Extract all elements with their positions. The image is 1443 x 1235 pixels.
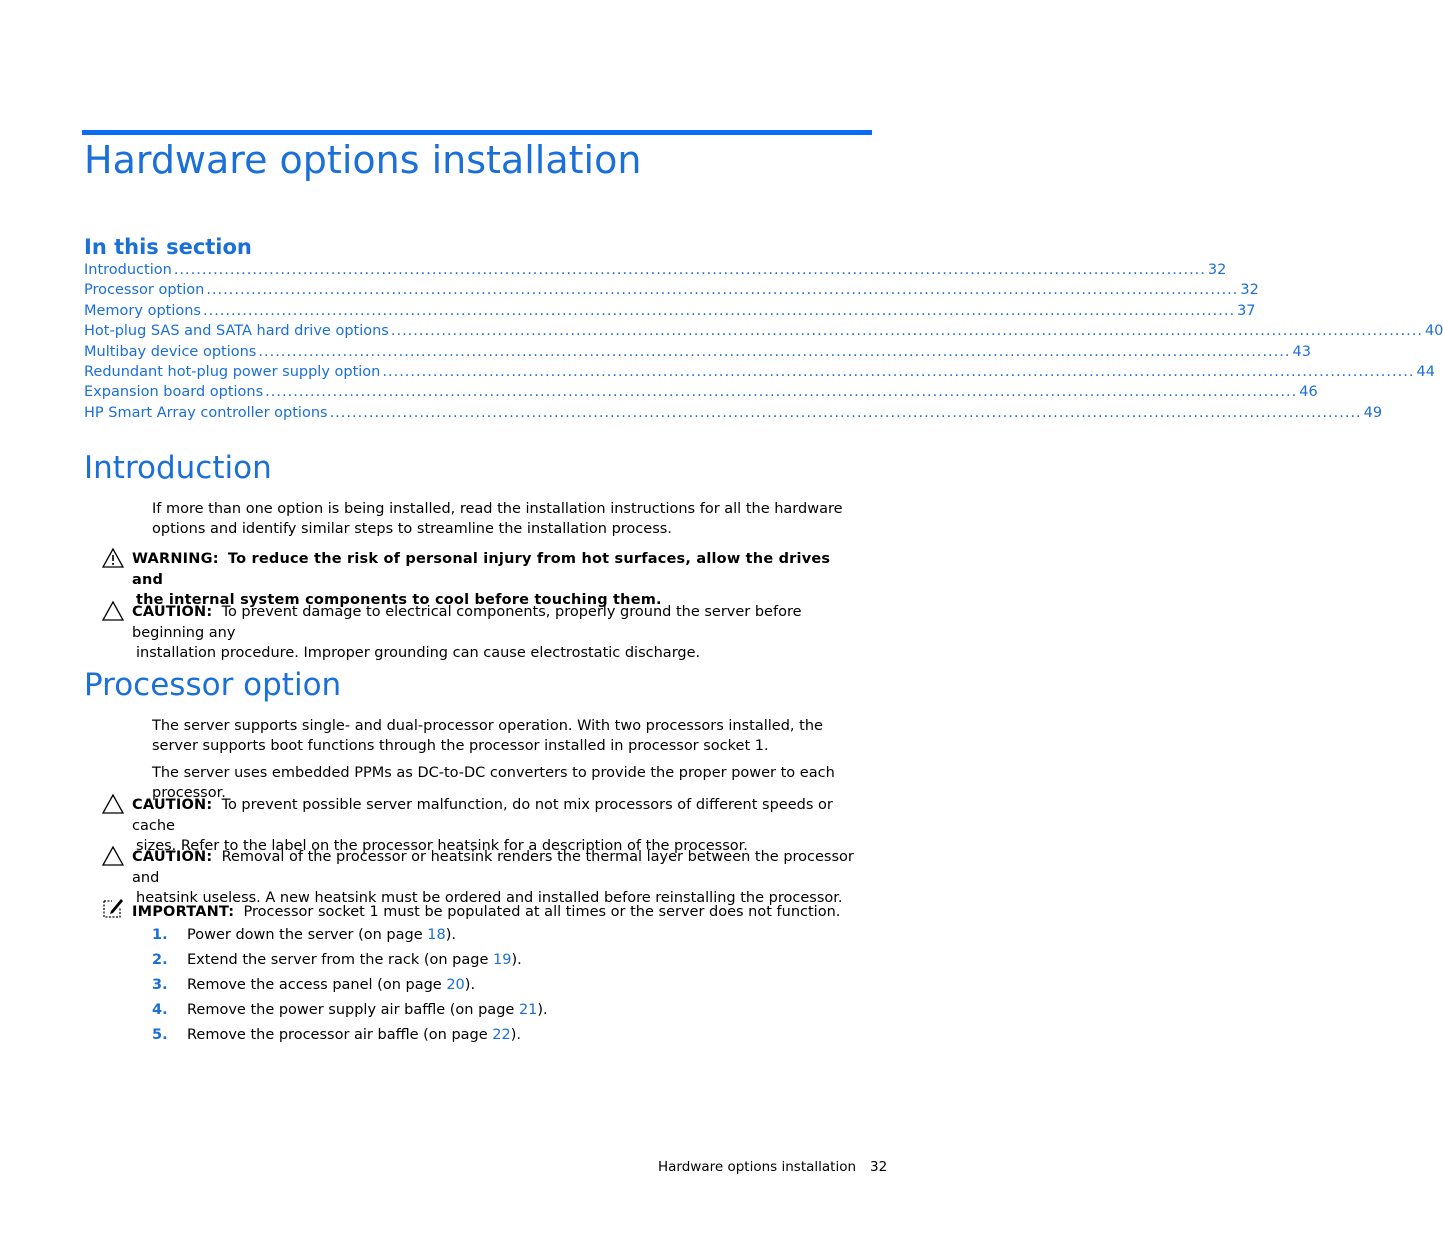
step-number: 4. bbox=[152, 1002, 168, 1018]
step-text-end: ). bbox=[510, 1027, 522, 1043]
step-text-end: ). bbox=[445, 927, 456, 943]
toc-entry-label: Redundant hot-plug power supply option bbox=[84, 363, 381, 380]
footer-page-number: 32 bbox=[870, 1159, 888, 1175]
important-text: Processor socket 1 must be populated at all times or the server does not function. bbox=[243, 904, 841, 920]
step-text: Extend the server from the rack (on page bbox=[187, 952, 494, 968]
caution-text-line2: installation procedure. Improper grounding can cause electrostatic discharge. bbox=[136, 645, 701, 661]
warning-text-line1: To reduce the risk of personal injury from hot surfaces, allow the drives and bbox=[132, 551, 831, 588]
warning-label: WARNING: bbox=[132, 551, 219, 567]
step-page-link[interactable]: 21 bbox=[518, 1002, 538, 1018]
toc-entry-power-supply[interactable] bbox=[84, 363, 1435, 384]
page-title: Hardware options installation bbox=[84, 138, 642, 182]
caution-note-intro bbox=[102, 602, 862, 664]
toc-entry-label: Introduction bbox=[84, 262, 172, 278]
footer-title: Hardware options installation bbox=[658, 1159, 857, 1175]
toc-entry-smart-array[interactable] bbox=[84, 404, 1383, 425]
step-text: Remove the access panel (on page bbox=[187, 977, 447, 993]
toc-entry-page: 46 bbox=[1299, 384, 1318, 401]
toc-entry-label: Multibay device options bbox=[84, 343, 257, 360]
toc-entry-label: HP Smart Array controller options bbox=[84, 404, 328, 421]
step-item bbox=[152, 977, 852, 1002]
toc-entry-label: Expansion board options bbox=[84, 384, 264, 401]
caution-icon bbox=[102, 794, 124, 814]
toc-leader: ........................................................................................................................................................................................ bbox=[390, 323, 1423, 340]
toc-leader: ........................................................................................................................................................................................ bbox=[173, 262, 1206, 278]
step-text: Remove the power supply air baffle (on page bbox=[187, 1002, 519, 1018]
toc-entry-page: 37 bbox=[1237, 302, 1256, 319]
important-label: IMPORTANT: bbox=[132, 904, 235, 920]
toc-leader: ........................................................................................................................................................................................ bbox=[265, 384, 1298, 401]
step-text-end: ). bbox=[537, 1002, 548, 1018]
processor-paragraph-1: The server supports single- and dual-processor operation. With two processors installed, the server supports boot functions through the processor installed in processor socket 1. bbox=[152, 718, 823, 754]
procedure-steps bbox=[152, 927, 852, 1052]
table-of-contents bbox=[84, 262, 1443, 425]
step-text: Power down the server (on page bbox=[187, 927, 428, 943]
toc-entry-label: Hot-plug SAS and SATA hard drive options bbox=[84, 323, 389, 340]
toc-entry-introduction[interactable] bbox=[84, 262, 1227, 282]
step-item bbox=[152, 1027, 852, 1052]
step-number: 5. bbox=[152, 1027, 168, 1043]
toc-entry-page: 32 bbox=[1207, 262, 1227, 278]
caution-text-line1: Removal of the processor or heatsink renders the thermal layer between the processor and bbox=[132, 849, 854, 886]
step-page-link[interactable]: 19 bbox=[493, 952, 512, 968]
step-page-link[interactable]: 18 bbox=[427, 927, 446, 943]
toc-entry-memory-options[interactable] bbox=[84, 302, 1256, 323]
step-text-end: ). bbox=[464, 977, 476, 993]
step-number: 3. bbox=[152, 977, 168, 993]
toc-leader: ........................................................................................................................................................................................ bbox=[382, 363, 1415, 380]
step-text-end: ). bbox=[511, 952, 522, 968]
processor-paragraph-2: The server uses embedded PPMs as DC-to-DC converters to provide the proper power to each processor. bbox=[152, 765, 835, 801]
caution-text-line1: To prevent possible server malfunction, do not mix processors of different speeds or cache bbox=[132, 797, 833, 834]
step-number: 1. bbox=[152, 927, 168, 943]
toc-entry-page: 32 bbox=[1240, 282, 1259, 299]
step-text: Remove the processor air baffle (on page bbox=[187, 1027, 493, 1043]
introduction-paragraph: If more than one option is being installed, read the installation instructions for all the hardware options and identify similar steps to streamline the installation process. bbox=[152, 501, 843, 537]
toc-entry-label: Memory options bbox=[84, 302, 201, 319]
toc-leader: ........................................................................................................................................................................................ bbox=[258, 343, 1291, 360]
caution-icon bbox=[102, 846, 124, 866]
toc-entry-page: 44 bbox=[1416, 363, 1435, 380]
toc-entry-processor-option[interactable] bbox=[84, 282, 1259, 302]
caution-label: CAUTION: bbox=[132, 604, 213, 620]
toc-leader: ........................................................................................................................................................................................ bbox=[206, 282, 1239, 299]
step-number: 2. bbox=[152, 952, 168, 968]
important-note bbox=[102, 902, 862, 923]
caution-label: CAUTION: bbox=[132, 797, 213, 813]
caution-note-heatsink bbox=[102, 847, 862, 909]
caution-text-line2: heatsink useless. A new heatsink must be ordered and installed before reinstalling the processor. bbox=[136, 890, 843, 906]
caution-icon bbox=[102, 601, 124, 621]
step-item bbox=[152, 1002, 852, 1027]
step-item bbox=[152, 952, 852, 977]
caution-text-line1: To prevent damage to electrical components, properly ground the server before beginning any bbox=[132, 604, 802, 641]
toc-entry-page: 49 bbox=[1363, 404, 1383, 421]
introduction-heading: Introduction bbox=[84, 450, 272, 486]
page-footer bbox=[658, 1159, 887, 1175]
processor-option-heading: Processor option bbox=[84, 667, 342, 703]
toc-entry-label: Processor option bbox=[84, 282, 205, 299]
toc-leader: ........................................................................................................................................................................................ bbox=[329, 404, 1362, 421]
step-page-link[interactable]: 20 bbox=[446, 977, 465, 993]
toc-entry-expansion-board[interactable] bbox=[84, 384, 1318, 404]
in-this-section-heading: In this section bbox=[84, 235, 252, 259]
toc-entry-page: 43 bbox=[1292, 343, 1311, 360]
toc-entry-multibay[interactable] bbox=[84, 343, 1311, 364]
toc-entry-hot-plug-drives[interactable] bbox=[84, 323, 1443, 343]
important-notepad-icon bbox=[102, 896, 124, 918]
caution-text-line2: sizes. Refer to the label on the processor heatsink for a description of the processor. bbox=[136, 838, 748, 854]
toc-entry-page: 40 bbox=[1424, 323, 1443, 340]
title-rule bbox=[82, 130, 872, 135]
toc-leader: ........................................................................................................................................................................................ bbox=[202, 302, 1236, 319]
warning-text-line2: the internal system components to cool before touching them. bbox=[136, 592, 662, 608]
caution-label: CAUTION: bbox=[132, 849, 213, 865]
step-page-link[interactable]: 22 bbox=[492, 1027, 511, 1043]
warning-icon bbox=[102, 548, 124, 568]
step-item bbox=[152, 927, 852, 952]
